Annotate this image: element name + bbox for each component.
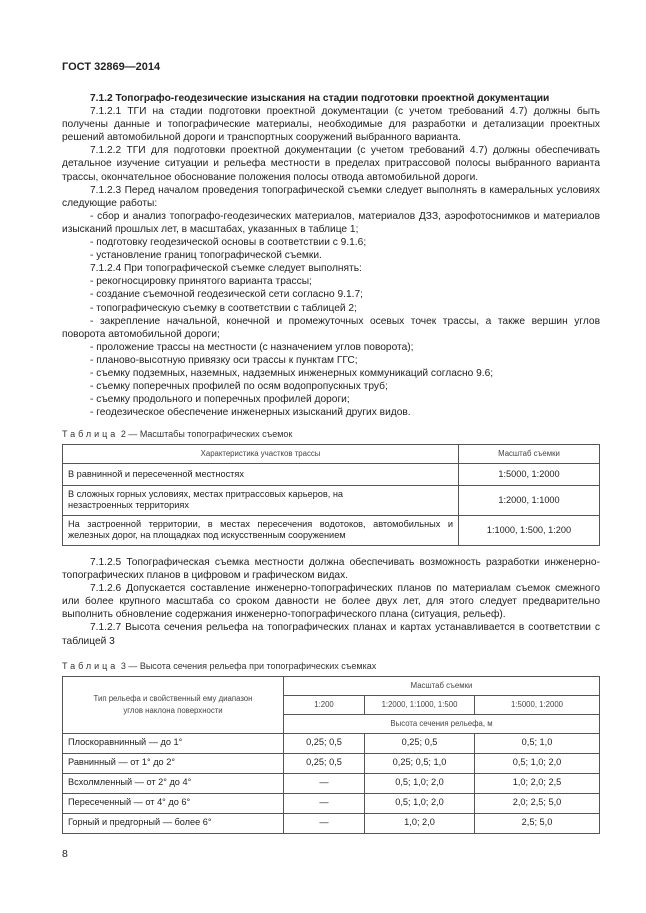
paragraph: 7.1.2.7 Высота сечения рельефа на топографических планах и картах устанавливается в соответствии с таблицей 3 [62, 622, 600, 647]
paragraph: 7.1.2.3 Перед началом проведения топографической съемки следует выполнять в камеральных условиях следующие работы: [62, 184, 600, 209]
list-item: - подготовку геодезической основы в соответствии с 9.1.6; [90, 237, 367, 249]
table-cell: 2,0; 2,5; 5,0 [475, 793, 600, 813]
paragraph: 7.1.2.5 Топографическая съемка местности должна обеспечивать возможность разработки инженерно-топографических планов в цифровом и графическом видах. [62, 556, 600, 582]
list-item: - съемку поперечных профилей по осям водопропускных труб; [90, 381, 388, 393]
list-item: - топографическую съемку в соответствии с таблицей 2; [90, 302, 357, 314]
table-cell: 1,0; 2,0; 2,5 [475, 773, 600, 793]
table-row [63, 773, 600, 793]
paragraph: 7.1.2.4 При топографической съемке следует выполнять: [90, 263, 362, 275]
table-row [63, 485, 600, 515]
table-cell: — [284, 773, 365, 793]
list-item: - геодезическое обеспечение инженерных изысканий других видов. [90, 407, 411, 419]
table-cell: Плоскоравнинный — до 1° [63, 733, 284, 753]
paragraph: 7.1.2.1 ТГИ на стадии подготовки проектной документации (с учетом требований 4.7) должны быть получены данные и топографические материалы, необходимые для разработки и детализации проектных решений автомобильной дороги и транспортных сооружений выбранного варианта. [62, 106, 600, 144]
table-row [63, 463, 600, 485]
table-cell: 0,25; 0,5; 1,0 [365, 753, 475, 773]
table-cell: 0,25; 0,5 [284, 753, 365, 773]
table-header: Характеристика участков трассы [63, 445, 459, 464]
document-body [62, 92, 600, 834]
table-cell: 1:5000, 1:2000 [459, 463, 600, 485]
document-header: ГОСТ 32869—2014 [62, 61, 161, 73]
table-cell: Всхолмленный — от 2° до 4° [63, 773, 284, 793]
table-row [63, 793, 600, 813]
table-3 [62, 676, 600, 834]
list-item: - закрепление начальной, конечной и промежуточных осевых точек трассы, а также вершин углов поворота автомобильной дороги; [62, 315, 600, 340]
section-heading: 7.1.2 Топографо-геодезические изыскания на стадии подготовки проектной документации [90, 93, 550, 104]
table-header: 1:200 [284, 695, 365, 714]
table-cell: 1,0; 2,0 [365, 813, 475, 833]
table-header: 1:5000, 1:2000 [475, 695, 600, 714]
table-cell: На застроенной территории, в местах пересечения водотоков, автомобильных и железных дорог, на площадках под искусственным сооружением [63, 515, 459, 545]
caption-text: 3 — Высота сечения рельефа при топографических съемках [120, 660, 377, 671]
table-cell: 0,5; 1,0; 2,0 [365, 773, 475, 793]
table-cell: В равнинной и пересеченной местностях [63, 463, 459, 485]
table-row [63, 733, 600, 753]
paragraph: 7.1.2.6 Допускается составление инженерно-топографических планов по материалам съемок смежного или более крупного масштаба со сроком давности не более двух лет, для этого следует предварительно выполнить обновление содержания инженерно-топографического плана (ситуация, рельеф). [62, 583, 600, 621]
table-header-row [63, 676, 600, 695]
table3-caption [62, 660, 600, 673]
table-header: Высота сечения рельефа, м [284, 714, 600, 733]
page-number: 8 [62, 848, 68, 860]
table-cell: 0,5; 1,0 [475, 733, 600, 753]
table-header: 1:2000, 1:1000, 1:500 [365, 695, 475, 714]
list-item: - съемку продольного и поперечных профилей дороги; [90, 394, 350, 406]
table-cell: В сложных горных условиях, местах притрассовых карьеров, на незастроенных территориях [63, 485, 459, 515]
table-header: Тип рельефа и свойственный ему диапазон углов наклона поверхности [63, 676, 284, 733]
list-item: - рекогносцировку принятого варианта трассы; [90, 276, 312, 288]
table-cell: 0,25; 0,5 [284, 733, 365, 753]
list-item: - съемку подземных, наземных, надземных инженерных коммуникаций согласно 9.6; [90, 367, 494, 379]
table-2 [62, 444, 600, 546]
list-item: - проложение трассы на местности (с назначением углов поворота); [90, 341, 414, 353]
table-row [63, 753, 600, 773]
table-row [63, 515, 600, 545]
caption-word: Таблица [62, 429, 119, 440]
table-cell: Горный и предгорный — более 6° [63, 813, 284, 833]
table2-caption [62, 428, 600, 441]
table-cell: — [284, 813, 365, 833]
paragraph: 7.1.2.2 ТГИ для подготовки проектной документации (с учетом требований 4.7) должны обеспечивать детальное изучение ситуации и рельефа местности в пределах притрассовой полосы выбранного варианта трассы, окончательное обоснование положения полосы отвода автомобильной дороги. [62, 145, 600, 183]
table-cell: 2,5; 5,0 [475, 813, 600, 833]
list-item: - планово-высотную привязку оси трассы к пунктам ГГС; [90, 354, 358, 366]
list-item: - установление границ топографической съемки. [90, 250, 322, 262]
table-cell: 0,25; 0,5 [365, 733, 475, 753]
table-cell: 1:1000, 1:500, 1:200 [459, 515, 600, 545]
list-item: - создание съемочной геодезической сети согласно 9.1.7; [90, 289, 364, 301]
caption-text: 2 — Масштабы топографических съемок [120, 429, 293, 440]
table-cell: Равнинный — от 1° до 2° [63, 753, 284, 773]
table-header-row [63, 445, 600, 464]
table-cell: 0,5; 1,0; 2,0 [475, 753, 600, 773]
table-cell: 1:2000, 1:1000 [459, 485, 600, 515]
table-cell: 0,5; 1,0; 2,0 [365, 793, 475, 813]
table-cell: Пересеченный — от 4° до 6° [63, 793, 284, 813]
list-item: - сбор и анализ топографо-геодезических материалов, материалов ДЗЗ, аэрофотоснимков и материалов изысканий прошлых лет, в масштабах, указанных в таблице 1; [62, 210, 600, 235]
table-row [63, 813, 600, 833]
caption-word: Таблица [62, 660, 119, 671]
table-header: Масштаб съемки [284, 676, 600, 695]
table-cell: — [284, 793, 365, 813]
table-header: Масштаб съемки [459, 445, 600, 464]
